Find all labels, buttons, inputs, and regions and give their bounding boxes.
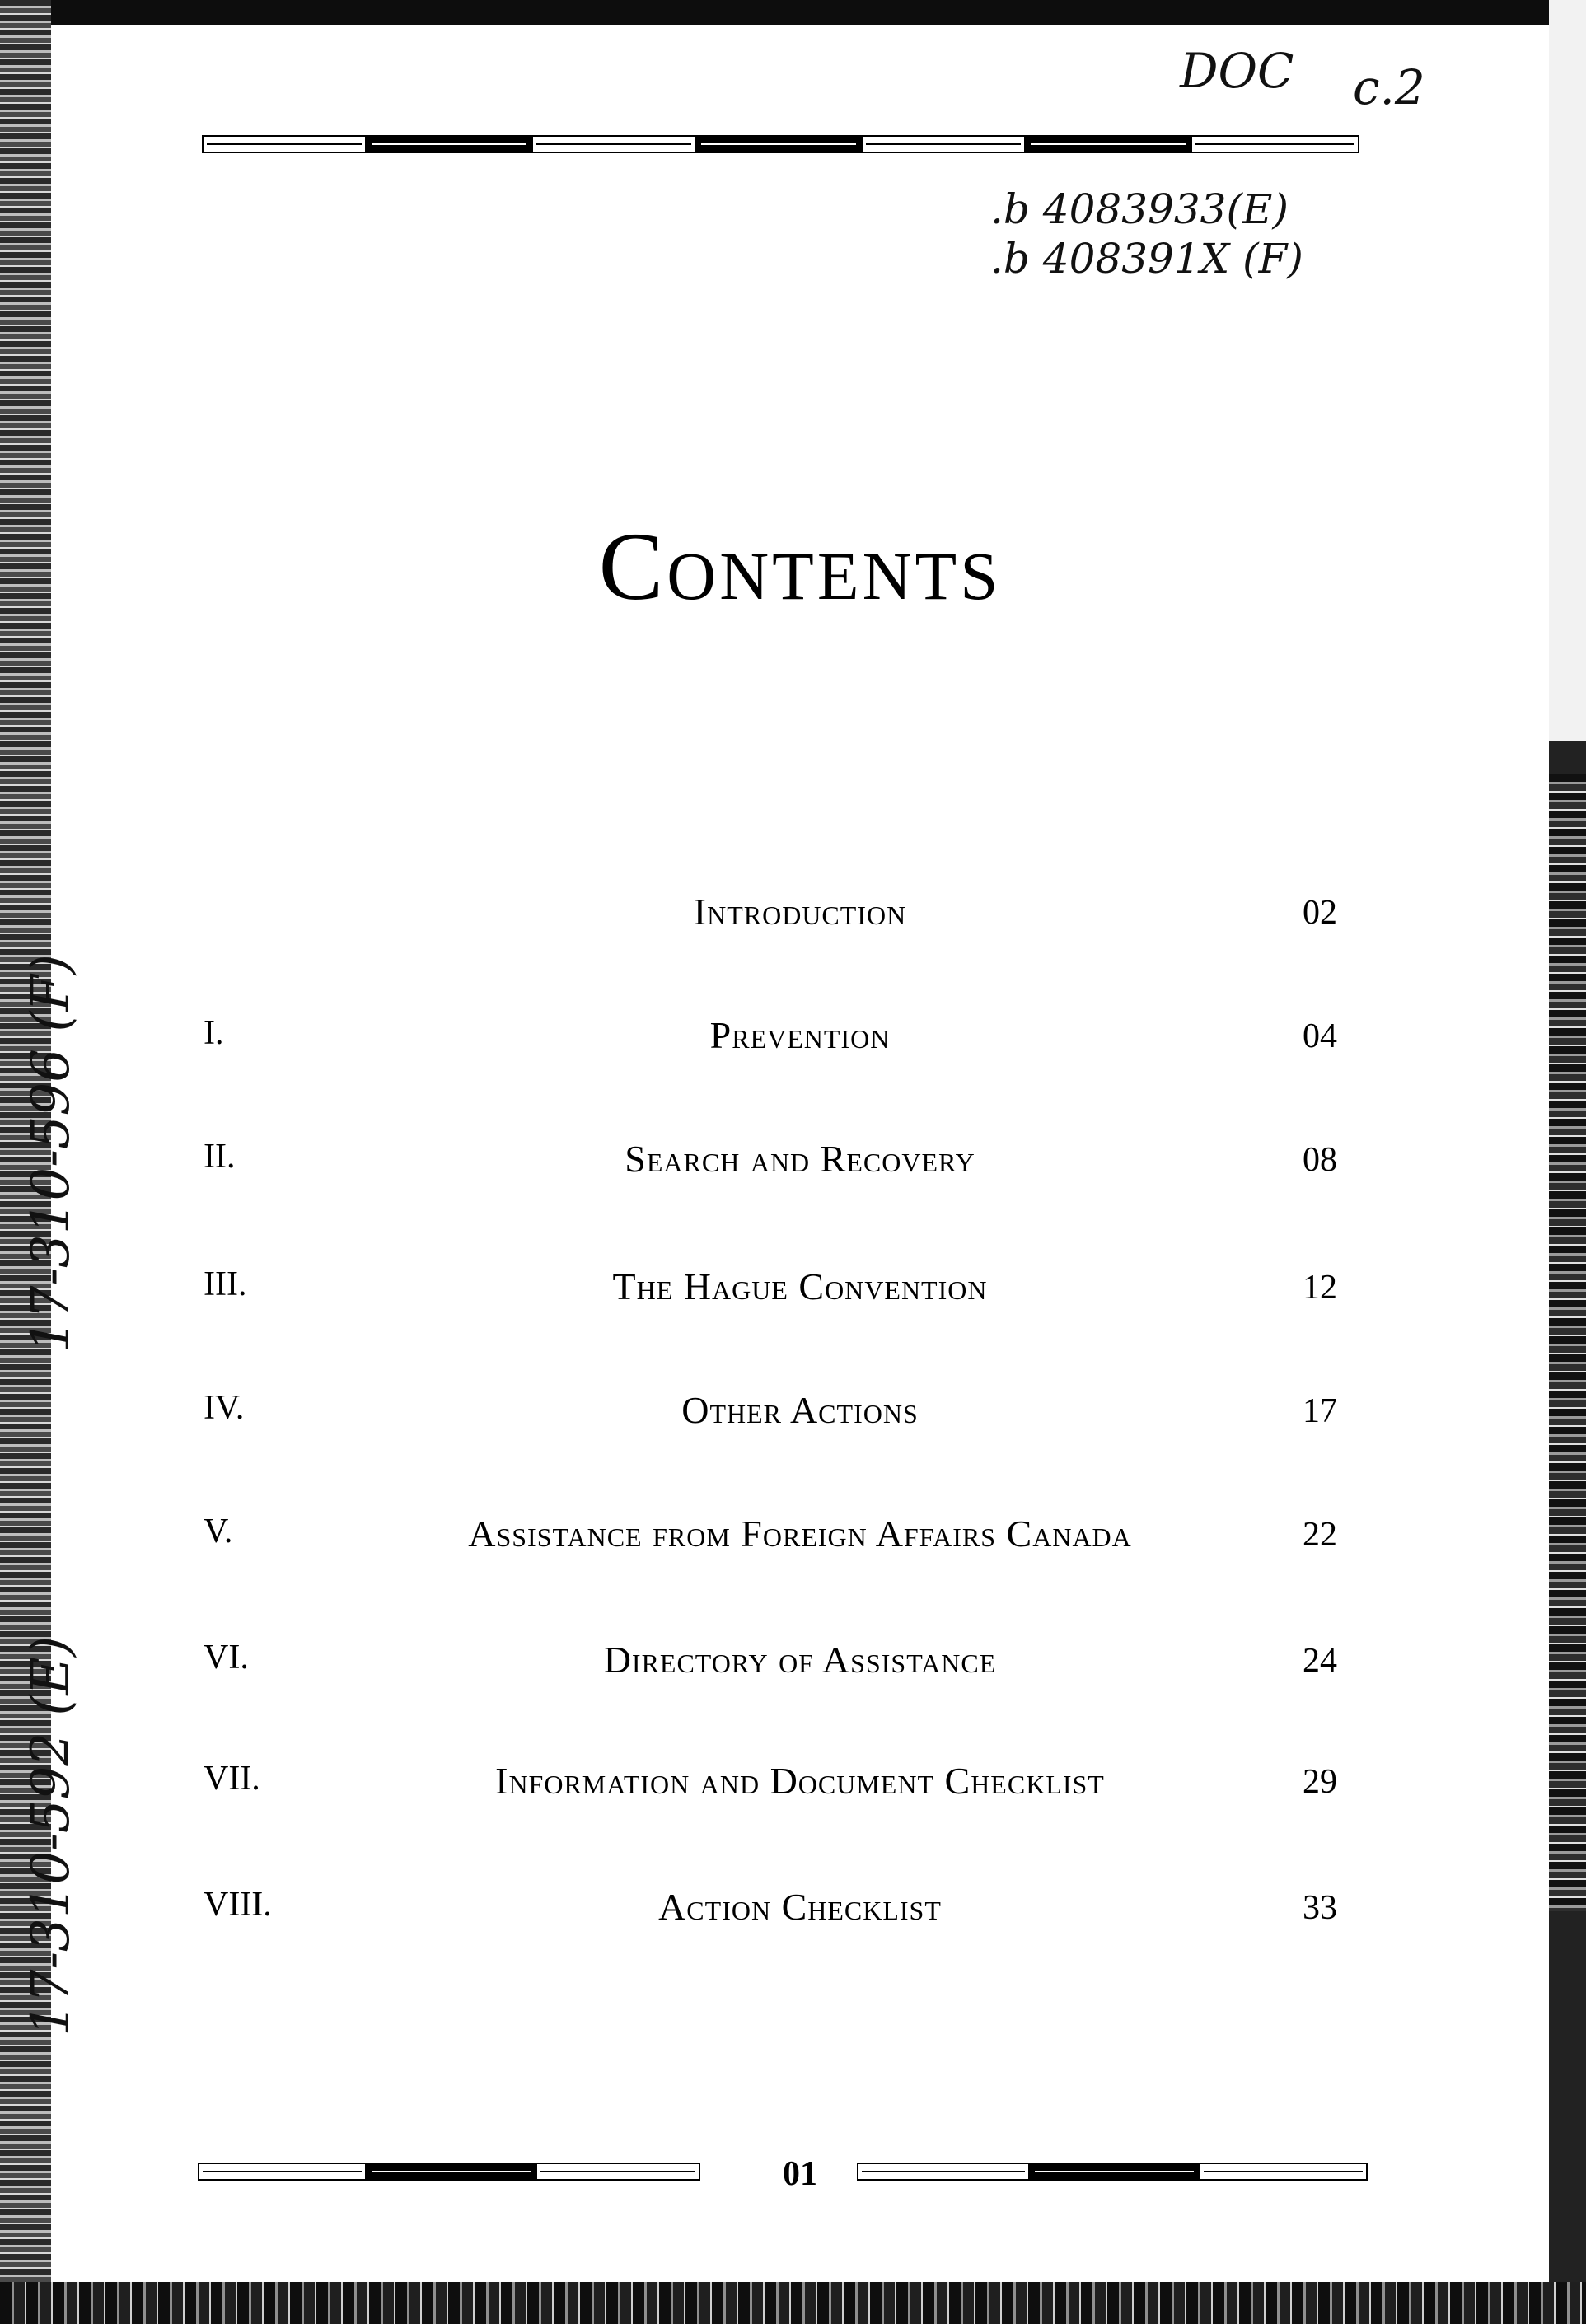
toc-page: 33 <box>1303 1889 1337 1927</box>
scan-edge-bottom <box>0 2282 1586 2324</box>
toc-title: Prevention <box>709 1014 891 1056</box>
toc-title: Introduction <box>693 891 907 933</box>
toc-title: The Hague Convention <box>612 1265 988 1307</box>
toc-entry-information-checklist <box>51 1759 1549 1817</box>
toc-page: 24 <box>1303 1642 1337 1680</box>
toc-entry-search-and-recovery <box>51 1137 1549 1195</box>
page-title: Contents <box>598 512 1002 620</box>
toc-entry-introduction <box>51 890 1549 947</box>
toc-entry-prevention <box>51 1013 1549 1071</box>
toc-title: Assistance from Foreign Affairs Canada <box>468 1513 1132 1555</box>
toc-title: Directory of Assistance <box>603 1639 997 1681</box>
handwritten-margin-english: 17-310-592 (E) <box>21 1636 82 2036</box>
toc-page: 02 <box>1303 894 1337 932</box>
toc-page: 29 <box>1303 1763 1337 1801</box>
toc-number: II. <box>204 1138 236 1176</box>
toc-entry-action-checklist <box>51 1885 1549 1943</box>
toc-title: Action Checklist <box>658 1886 942 1928</box>
toc-title: Other Actions <box>681 1389 919 1431</box>
toc-page: 08 <box>1303 1141 1337 1179</box>
toc-number: VI. <box>204 1639 249 1676</box>
handwritten-doc-code: DOC <box>1180 43 1294 99</box>
scan-edge-right-noise <box>1549 774 1586 1911</box>
bottom-right-decorative-rule <box>857 2163 1368 2181</box>
scan-edge-top <box>0 0 1586 25</box>
toc-entry-directory-of-assistance <box>51 1638 1549 1695</box>
top-decorative-rule <box>202 135 1359 153</box>
toc-number: III. <box>204 1265 247 1303</box>
toc-number: V. <box>204 1513 233 1550</box>
document-page <box>21 25 1549 2282</box>
toc-entry-hague-convention <box>51 1265 1549 1322</box>
toc-page: 04 <box>1303 1017 1337 1055</box>
handwritten-catalog-english: .b 4083933(E) <box>990 185 1289 233</box>
page-number: 01 <box>783 2155 817 2193</box>
toc-page: 12 <box>1303 1269 1337 1307</box>
toc-entry-foreign-affairs-assistance <box>51 1512 1549 1569</box>
toc-number: I. <box>204 1014 224 1052</box>
handwritten-margin-french: 17-310-596 (F) <box>21 954 82 1353</box>
toc-page: 17 <box>1303 1392 1337 1430</box>
handwritten-copy-mark: c.2 <box>1353 59 1425 115</box>
toc-title: Information and Document Checklist <box>495 1760 1105 1802</box>
toc-entry-other-actions <box>51 1388 1549 1446</box>
toc-number: VII. <box>204 1760 260 1798</box>
toc-title: Search and Recovery <box>625 1138 975 1180</box>
toc-page: 22 <box>1303 1516 1337 1554</box>
handwritten-catalog-french: .b 408391X (F) <box>990 235 1303 283</box>
toc-number: VIII. <box>204 1886 272 1924</box>
toc-number: IV. <box>204 1389 245 1427</box>
